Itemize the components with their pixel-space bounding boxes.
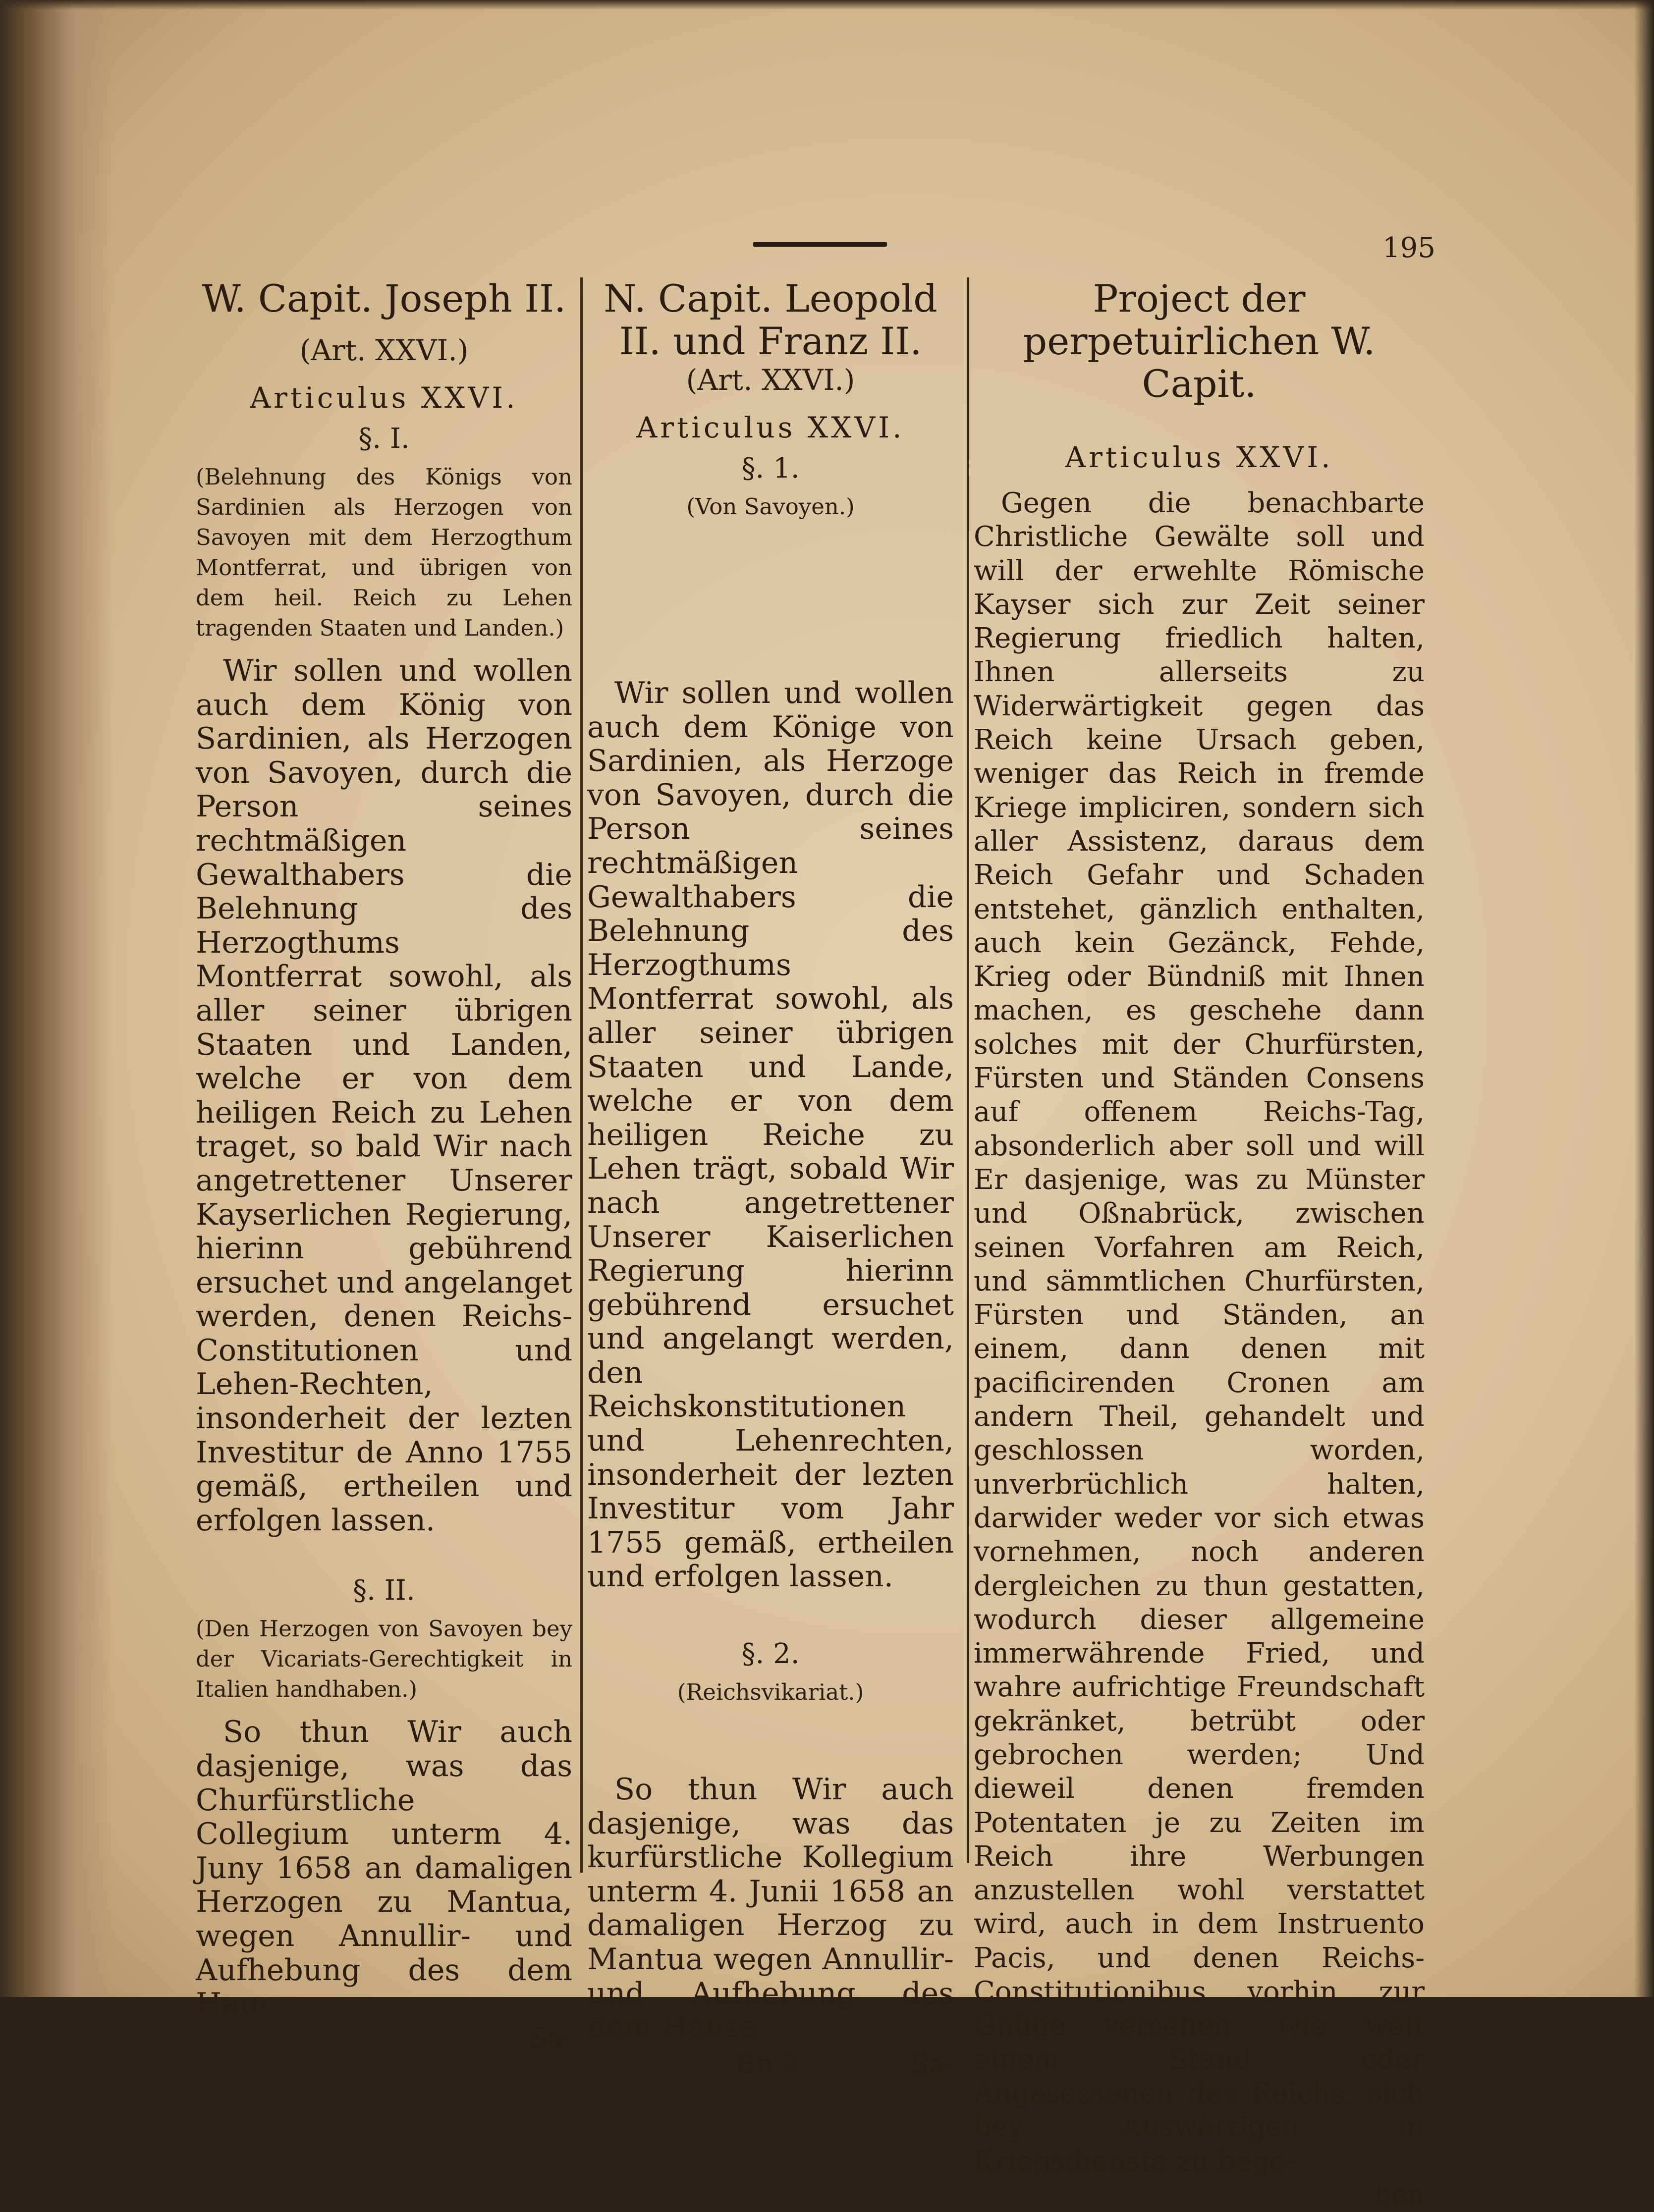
section-sign: §. II.	[353, 1574, 415, 1607]
column-divider-left	[580, 277, 583, 1873]
column-leopold-franz	[587, 277, 954, 2081]
catchword: Sa-	[910, 2048, 954, 2080]
article-body: Gegen die benachbarte Christliche Gewälte soll und will der erwehlte Römische Kayser sich zur Zeit seiner Regierung friedlich halten, Ihnen allerseits zu Widerwärtigkeit gegen das Reich keine Ursach geben, weniger das Reich in fremde Kriege impliciren, sondern sich aller Assistenz, daraus dem Reich Gefahr und Schaden entstehet, gänzlich enthalten, auch kein Gezänck, Fehde, Krieg oder Bündniß mit Ihnen machen, es geschehe dann solches mit der Churfürsten, Fürsten und Ständen Consens auf offenem Reichs-Tag, absonderlich aber soll und will Er dasjenige, was zu Münster und Oßnabrück, zwischen seinen Vorfahren am Reich, und sämmtlichen Churfürsten, Fürsten und Ständen, an einem, dann denen mit pacificirenden Cronen am andern Theil, gehandelt und geschlossen worden, unverbrüchlich halten, darwider weder vor sich etwas vornehmen, noch anderen dergleichen zu thun gestatten, wodurch dieser allgemeine immerwährende Fried, und wahre aufrichtige Freundschaft gekränket, betrübt oder gebrochen werden; Und dieweil denen fremden Potentaten je zu Zeiten im Reich ihre Werbungen anzustellen wohl verstattet wird, auch in dem Instruento Pacis, und denen Reichs-Constitutionibus vorhin zur Gnüge versehen, wie weit einem Stand oder Angesessenen des Reichs, sich bey Auswärtigen in Kriegsdienste zu bege-	[974, 487, 1425, 2177]
article-heading: Articulus XXVI.	[250, 381, 518, 415]
section-sign: §. 1.	[741, 452, 800, 485]
column-joseph-ii	[196, 277, 572, 2055]
column-divider-right	[967, 277, 969, 1863]
column-title: Project der perpetuirlichen W. Capit.	[1023, 276, 1376, 406]
page-number: 195	[1382, 232, 1435, 264]
signature-line	[587, 2048, 954, 2081]
text-region	[196, 233, 1425, 2211]
article-heading: Articulus XXVI.	[636, 411, 905, 444]
printer-signature: Bb 2	[736, 2048, 798, 2080]
page-binding-shadow	[0, 0, 114, 1997]
section-sign: §. I.	[358, 423, 410, 455]
section-summary: (Belehnung des Königs von Sardinien als Herzogen von Savoyen mit dem Herzogthum Montferrat, und übrigen von dem heil. Reich zu Lehen tragenden Staaten und Landen.)	[196, 464, 572, 641]
page-right-edge	[1634, 0, 1654, 1997]
section-body: Wir sollen und wollen auch dem König von Sardinien, als Herzogen von Savoyen, durch die Person seines rechtmäßigen Gewalthabers die Belehnung des Herzogthums Montferrat sowohl, als aller seiner übrigen Staaten und Landen, welche er von dem heiligen Reich zu Lehen traget, so bald Wir nach angetrettener Unserer Kayserlichen Regierung, hierinn gebührend ersuchet und angelanget werden, denen Reichs-Constitutionen und Lehen-Rechten, insonderheit der lezten Investitur de Anno 1755 gemäß, ertheilen und erfolgen lassen.	[196, 653, 572, 1538]
section-body: So thun Wir auch dasjenige, was das Churfürstliche Collegium unterm 4. Juny 1658 an damaligen Herzogen zu Mantua, wegen Annullir- und Aufhebung des dem Hau-	[196, 1715, 572, 2022]
section-summary: (Reichsvikariat.)	[677, 1679, 864, 1706]
catchword: ben	[1374, 2179, 1425, 2211]
page-top-edge	[0, 0, 1654, 10]
article-heading: Articulus XXVI.	[1065, 440, 1333, 474]
column-project	[974, 277, 1425, 2212]
catchword: Sa-	[529, 2022, 572, 2053]
article-reference: (Art. XXVI.)	[686, 363, 855, 397]
column-title: W. Capit. Joseph II.	[202, 276, 566, 321]
article-reference: (Art. XXVI.)	[299, 333, 469, 367]
section-sign: §. 2.	[741, 1638, 800, 1671]
section-body: So thun Wir auch dasjenige, was das kurfürstliche Kollegium unterm 4. Junii 1658 an damaligen Herzog zu Mantua wegen Annullir- und Aufhebung des dem Hause	[587, 1772, 954, 2045]
column-title: N. Capit. Leopold II. und Franz II.	[604, 276, 937, 363]
section-body: Wir sollen und wollen auch dem Könige von Sardinien, als Herzoge von Savoyen, durch die Person seines rechtmäßigen Gewalthabers die Belehnung des Herzogthums Montferrat sowohl, als aller seiner übrigen Staaten und Lande, welche er von dem heiligen Reiche zu Lehen trägt, sobald Wir nach angetrettener Unserer Kaiserlichen Regierung hierinn gebührend ersuchet und angelangt werden, den Reichskonstitutionen und Lehenrechten, insonderheit der lezten Investitur vom Jahr 1755 gemäß, ertheilen und erfolgen lassen.	[587, 676, 954, 1594]
section-summary: (Den Herzogen von Savoyen bey der Vicariats-Gerechtigkeit in Italien handhaben.)	[196, 1616, 572, 1703]
section-summary: (Von Savoyen.)	[686, 493, 855, 520]
